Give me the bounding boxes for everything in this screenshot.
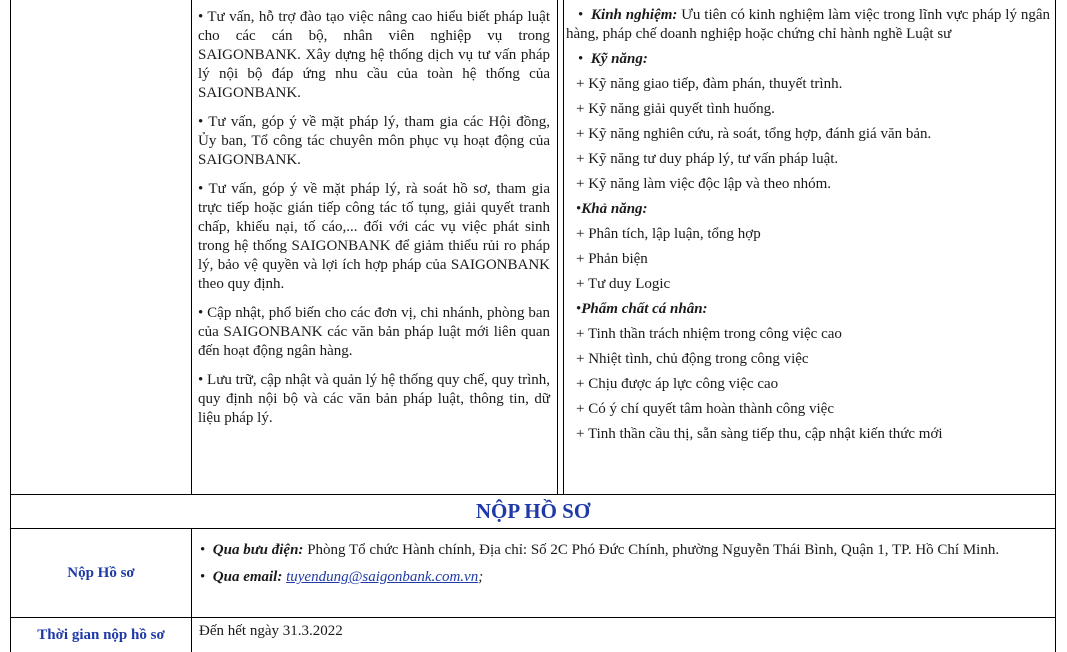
email-suffix: ; (478, 569, 484, 585)
ability-item: + Phân tích, lập luận, tổng hợp (576, 226, 761, 242)
requirements-cell (566, 6, 1050, 450)
ability-item: + Phản biện (576, 251, 648, 267)
quality-item: + Tinh thần trách nhiệm trong công việc cao (576, 326, 842, 342)
skill-item: + Kỹ năng giao tiếp, đàm phán, thuyết trình. (576, 76, 843, 92)
deadline-value: Đến hết ngày 31.3.2022 (199, 623, 343, 639)
quality-item: + Có ý chí quyết tâm hoàn thành công việc (576, 401, 834, 417)
qualities-heading: •Phẩm chất cá nhân: (576, 301, 708, 317)
column-divider-lower (191, 528, 192, 652)
abilities-label: Khả năng: (581, 201, 648, 217)
row-divider-3 (10, 617, 1056, 618)
skill-item: + Kỹ năng nghiên cứu, rà soát, tổng hợp, đánh giá văn bản. (576, 126, 932, 142)
duties-cell (198, 8, 550, 438)
post-method: • Qua bưu điện: Phòng Tổ chức Hành chính, Địa chỉ: Số 2C Phó Đức Chính, phường Nguyễn Thái Bình, Quận 1, TP. Hồ Chí Minh. (200, 542, 1000, 558)
quality-item: + Tinh thần cầu thị, sẵn sàng tiếp thu, cập nhật kiến thức mới (576, 426, 943, 442)
email-label: Qua email: (212, 569, 283, 585)
skills-heading: • Kỹ năng: (578, 51, 648, 67)
quality-item: + Nhiệt tình, chủ động trong công việc (576, 351, 809, 367)
skill-item: + Kỹ năng tư duy pháp lý, tư vấn pháp luật. (576, 151, 839, 167)
row-divider-2 (10, 528, 1056, 529)
skill-item: + Kỹ năng làm việc độc lập và theo nhóm. (576, 176, 832, 192)
section-title: NỘP HỒ SƠ (475, 499, 591, 523)
duty-item: • Tư vấn, hỗ trợ đào tạo việc nâng cao hiểu biết pháp luật cho các cán bộ, nhân viên nghiệp vụ trong SAIGONBANK. Xây dựng hệ thống dịch vụ tư vấn pháp lý nội bộ đáp ứng nhu cầu của toàn hệ thống của SAIGONBANK. (198, 9, 550, 101)
column-divider-2 (557, 0, 558, 494)
quality-item: + Chịu được áp lực công việc cao (576, 376, 779, 392)
ability-item: + Tư duy Logic (576, 276, 671, 292)
skills-label: Kỹ năng: (590, 51, 648, 67)
submit-label: Nộp Hồ sơ (67, 565, 135, 581)
duty-item: • Tư vấn, góp ý về mặt pháp lý, rà soát hồ sơ, tham gia trực tiếp hoặc gián tiếp công tác tố tụng, giải quyết tranh chấp, khiếu nại, tố cáo,... đối với các vụ việc phát sinh trong hệ thống SAIGONBANK để giảm thiểu rủi ro pháp lý, bảo vệ quyền và lợi ích hợp pháp của SAIGONBANK theo quy định. (198, 181, 550, 292)
post-label: Qua bưu điện: (212, 542, 304, 558)
abilities-heading: •Khả năng: (576, 201, 648, 217)
skills-list (576, 75, 1050, 444)
submit-methods (200, 541, 1050, 587)
qualities-label: Phẩm chất cá nhân: (581, 301, 708, 317)
table-border-right (1055, 0, 1056, 652)
deadline-label: Thời gian nộp hồ sơ (37, 627, 165, 643)
experience-label: Kinh nghiệm: (591, 7, 678, 23)
email-link[interactable]: tuyendung@saigonbank.com.vn (286, 569, 479, 585)
table-border-left (10, 0, 11, 652)
email-method: • Qua email: tuyendung@saigonbank.com.vn; (200, 569, 484, 585)
post-address: Phòng Tổ chức Hành chính, Địa chỉ: Số 2C Phó Đức Chính, phường Nguyễn Thái Bình, Quận 1, TP. Hồ Chí Minh. (303, 542, 1000, 558)
duty-item: • Cập nhật, phổ biến cho các đơn vị, chi nhánh, phòng ban của SAIGONBANK các văn bản pháp luật mới liên quan đến hoạt động ngân hàng. (198, 305, 550, 359)
duty-item: • Tư vấn, góp ý về mặt pháp lý, tham gia các Hội đồng, Ủy ban, Tổ công tác chuyên môn phục vụ hoạt động của SAIGONBANK. (198, 114, 550, 168)
skill-item: + Kỹ năng giải quyết tình huống. (576, 101, 775, 117)
duty-item: • Lưu trữ, cập nhật và quản lý hệ thống quy chế, quy trình, quy định nội bộ và các văn bản pháp luật, thông tin, dữ liệu pháp lý. (198, 372, 550, 426)
experience-text: Ưu tiên có kinh nghiệm làm việc trong lĩnh vực pháp lý ngân hàng, pháp chế doanh nghiệp hoặc chứng chỉ hành nghề Luật sư (566, 7, 1050, 42)
column-divider-3 (563, 0, 564, 494)
column-divider-1 (191, 0, 192, 494)
experience-block: • Kinh nghiệm: Ưu tiên có kinh nghiệm làm việc trong lĩnh vực pháp lý ngân hàng, pháp chế doanh nghiệp hoặc chứng chỉ hành nghề Luật sư (566, 7, 1050, 42)
